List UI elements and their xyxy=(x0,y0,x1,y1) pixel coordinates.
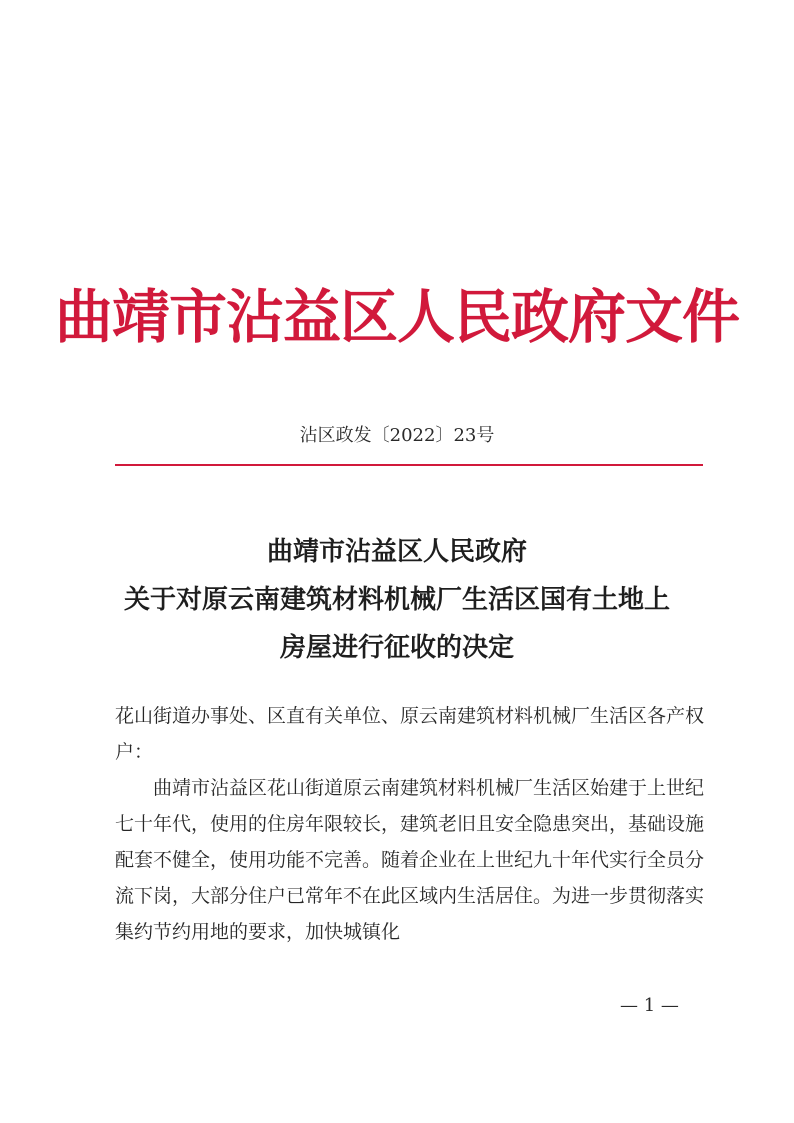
title-line-1: 曲靖市沾益区人民政府 xyxy=(266,537,527,567)
document-number: 沾区政发〔2022〕23号 xyxy=(299,425,495,446)
addressee-line: 花山街道办事处、区直有关单位、原云南建筑材料机械厂生活区各产权户： xyxy=(115,705,705,763)
title-line-3: 房屋进行征收的决定 xyxy=(279,633,514,663)
body-paragraph: 曲靖市沾益区花山街道原云南建筑材料机械厂生活区始建于上世纪七十年代，使用的住房年限较长，建筑老旧且安全隐患突出，基础设施配套不健全，使用功能不完善。随着企业在上世纪九十年代实行全员分流下岗，大部分住户已常年不在此区域内生活居住。为进一步贯彻落实集约节约用地的要求，加快城镇化 xyxy=(115,777,705,943)
page-number: — 1 — xyxy=(620,995,679,1016)
title-line-2: 关于对原云南建筑材料机械厂生活区国有土地上 xyxy=(123,585,670,615)
document-title xyxy=(0,528,794,672)
red-divider-line xyxy=(115,464,703,466)
document-masthead: 曲靖市沾益区人民政府文件 xyxy=(54,283,739,351)
document-body xyxy=(115,698,705,950)
